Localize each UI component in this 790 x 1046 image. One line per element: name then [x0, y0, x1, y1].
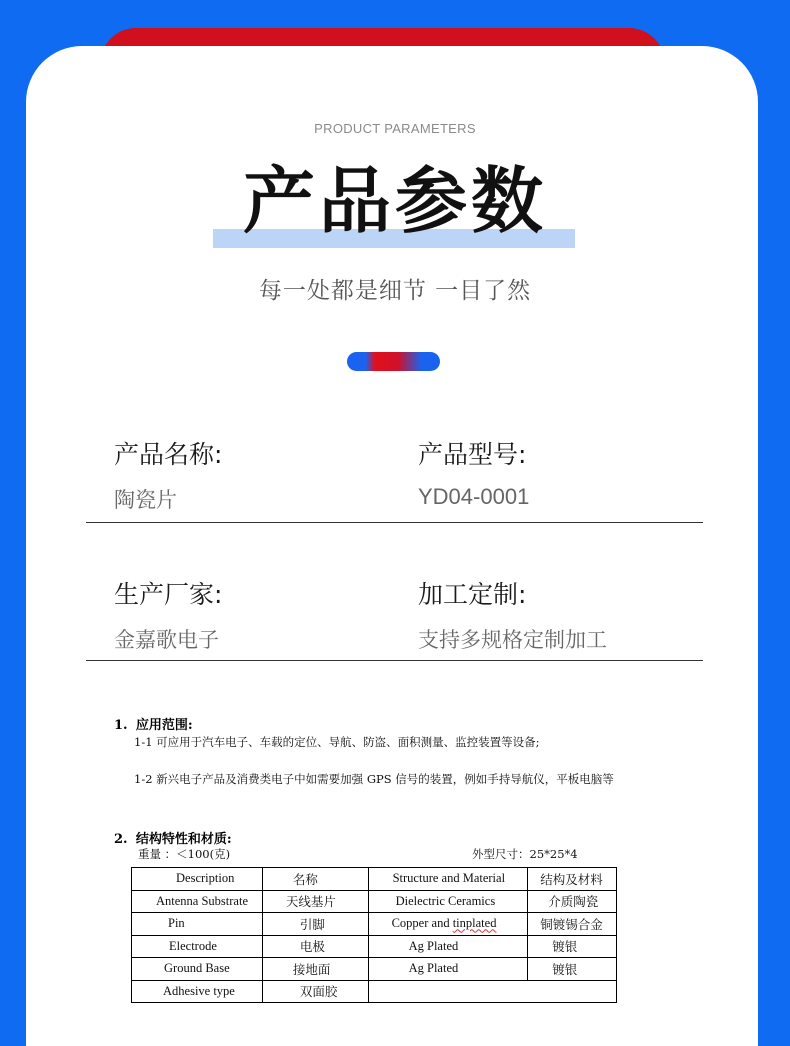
- table-cell: Antenna Substrate: [132, 890, 263, 913]
- table-cell: 电极: [262, 935, 368, 958]
- table-cell: 天线基片: [262, 890, 368, 913]
- table-row: [132, 890, 617, 913]
- table-row: [132, 980, 617, 1003]
- table-cell: Ground Base: [132, 958, 263, 981]
- table-cell: 引脚: [262, 913, 368, 936]
- manufacturer-label: 生产厂家:: [114, 580, 223, 609]
- section1-heading: 1. 应用范围:: [114, 718, 193, 733]
- manufacturer-value: 金嘉歌电子: [114, 628, 219, 652]
- table-cell: Ag Plated: [368, 935, 528, 958]
- table-cell: 镀银: [528, 958, 617, 981]
- weight-text: 重量 ：＜100(克): [138, 847, 231, 861]
- table-row: [132, 868, 617, 891]
- table-cell: Electrode: [132, 935, 263, 958]
- product-model-label: 产品型号:: [418, 440, 527, 469]
- page-subtitle: 每一处都是细节 一目了然: [258, 278, 532, 304]
- decorative-pill: [347, 352, 440, 371]
- table-row: [132, 935, 617, 958]
- table-cell: Ag Plated: [368, 958, 528, 981]
- section1-item: 1-2 新兴电子产品及消费类电子中如需要加强 GPS 信号的装置，例如手持导航仪，平板电脑等: [134, 772, 614, 786]
- table-cell: Dielectric Ceramics: [368, 890, 528, 913]
- table-cell: Copper and tinplated: [368, 913, 528, 936]
- table-row: [132, 958, 617, 981]
- section1-item: 1-1 可应用于汽车电子、车载的定位、导航、防盗、面积测量、监控装置等设备;: [134, 735, 540, 749]
- table-cell: 接地面: [262, 958, 368, 981]
- page-title: 产品参数: [242, 159, 547, 243]
- divider: [86, 522, 703, 523]
- product-name-value: 陶瓷片: [114, 488, 177, 512]
- table-cell: Structure and Material: [368, 868, 528, 891]
- table-cell: 介质陶瓷: [528, 890, 617, 913]
- table-cell: Adhesive type: [132, 980, 263, 1003]
- spec-table: [131, 867, 617, 1003]
- table-cell: 双面胶: [262, 980, 368, 1003]
- customization-value: 支持多规格定制加工: [418, 628, 607, 652]
- table-cell: 镀银: [528, 935, 617, 958]
- size-text: 外型尺寸：25*25*4: [472, 847, 578, 861]
- table-cell: 名称: [262, 868, 368, 891]
- table-cell: [368, 980, 616, 1003]
- table-cell: 结构及材料: [528, 868, 617, 891]
- divider: [86, 660, 703, 661]
- table-cell: 铜镀锡合金: [528, 913, 617, 936]
- product-name-label: 产品名称:: [114, 440, 223, 469]
- customization-label: 加工定制:: [418, 580, 527, 609]
- table-cell: Description: [132, 868, 263, 891]
- section2-heading: 2. 结构特性和材质:: [114, 832, 232, 847]
- table-row: [132, 913, 617, 936]
- product-model-value: YD04-0001: [418, 484, 530, 509]
- eyebrow-text: PRODUCT PARAMETERS: [314, 121, 476, 136]
- table-cell: Pin: [132, 913, 263, 936]
